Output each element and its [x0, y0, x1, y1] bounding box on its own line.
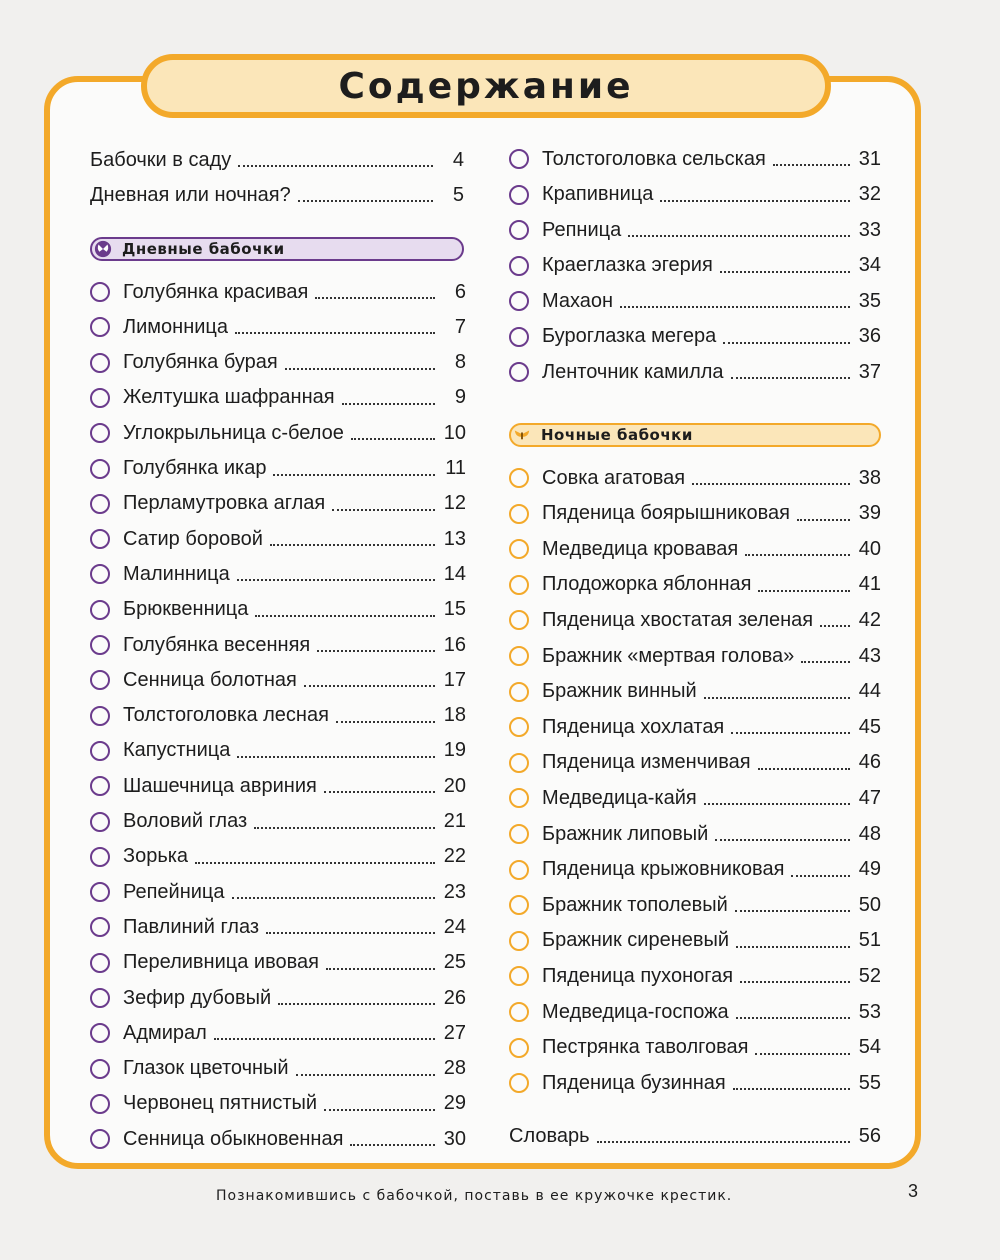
- checkbox-circle[interactable]: [509, 185, 529, 205]
- toc-entry[interactable]: [90, 983, 466, 1013]
- dot-leader: [232, 895, 435, 899]
- checkbox-circle[interactable]: [90, 706, 110, 726]
- dot-leader: [733, 1086, 850, 1090]
- entry-label: Медведица кровавая: [542, 537, 739, 560]
- entry-label: Воловий глаз: [123, 810, 248, 832]
- toc-entry[interactable]: [509, 605, 881, 635]
- entry-page-number: 6: [454, 280, 466, 303]
- toc-entry[interactable]: [90, 454, 466, 484]
- toc-entry[interactable]: [509, 641, 881, 671]
- toc-entry[interactable]: [509, 748, 881, 778]
- page-title: Содержание: [338, 65, 634, 107]
- day-section-label: Дневные бабочки: [122, 240, 285, 258]
- checkbox-circle[interactable]: [90, 282, 110, 302]
- checkbox-circle[interactable]: [90, 1023, 110, 1043]
- checkbox-circle[interactable]: [509, 895, 529, 915]
- checkbox-circle[interactable]: [90, 459, 110, 479]
- dot-leader: [324, 789, 435, 793]
- entry-page-number: 20: [443, 774, 466, 797]
- day-butterfly-icon: [94, 240, 112, 258]
- checkbox-circle[interactable]: [509, 646, 529, 666]
- dot-leader: [731, 375, 850, 379]
- dot-leader: [254, 825, 435, 829]
- right-column: [509, 0, 881, 1260]
- entry-page-number: 21: [443, 810, 466, 832]
- dot-leader: [715, 837, 850, 841]
- checkbox-circle[interactable]: [90, 917, 110, 937]
- toc-entry[interactable]: [90, 842, 466, 872]
- checkbox-circle[interactable]: [509, 753, 529, 773]
- dot-leader: [273, 472, 435, 476]
- toc-entry[interactable]: [509, 570, 881, 600]
- entry-label: Шашечница авриния: [123, 774, 317, 797]
- entry-page-number: 31: [858, 147, 881, 170]
- entry-page-number: 51: [858, 929, 881, 952]
- entry-page-number: 44: [858, 680, 881, 703]
- dot-leader: [736, 1015, 850, 1019]
- entry-label: Буроглазка мегера: [542, 325, 717, 347]
- dot-leader: [315, 295, 435, 299]
- entry-page-number: 38: [858, 466, 881, 489]
- toc-entry[interactable]: [90, 701, 466, 731]
- checkbox-circle[interactable]: [90, 388, 110, 408]
- entry-label: Бражник липовый: [542, 822, 709, 845]
- entry-page-number: 43: [858, 644, 881, 667]
- entry-label: Голубянка весенняя: [123, 633, 311, 656]
- entry-label: Крапивница: [542, 183, 654, 205]
- dot-leader: [237, 577, 435, 581]
- entry-page-number: 30: [443, 1127, 466, 1150]
- entry-label: Ленточник камилла: [542, 360, 724, 383]
- checkbox-circle[interactable]: [509, 931, 529, 951]
- entry-page-number: 42: [858, 608, 881, 631]
- entry-page-number: 47: [858, 786, 881, 809]
- entry-label: Медведица-кайя: [542, 786, 697, 809]
- toc-entry[interactable]: [509, 819, 881, 849]
- entry-page-number: 18: [443, 704, 466, 727]
- dot-leader: [255, 613, 435, 617]
- entry-label: Пяденица хохлатая: [542, 715, 725, 738]
- dot-leader: [214, 1036, 435, 1040]
- checkbox-circle[interactable]: [509, 149, 529, 169]
- entry-page-number: 49: [858, 858, 881, 881]
- entry-page-number: 25: [443, 951, 466, 974]
- entry-page-number: 34: [858, 254, 881, 276]
- dot-leader: [720, 269, 850, 273]
- night-section-label: Ночные бабочки: [541, 426, 693, 444]
- entry-page-number: 17: [443, 668, 466, 691]
- toc-entry[interactable]: [90, 1124, 466, 1154]
- entry-page-number: 26: [443, 986, 466, 1009]
- entry-page-number: 29: [443, 1092, 466, 1115]
- toc-entry[interactable]: [509, 783, 881, 813]
- entry-label: Пяденица пухоногая: [542, 964, 734, 987]
- dot-leader: [704, 801, 850, 805]
- toc-entry[interactable]: [509, 251, 881, 281]
- checkbox-circle[interactable]: [509, 327, 529, 347]
- dot-leader: [296, 1072, 435, 1076]
- entry-label: Голубянка икар: [123, 457, 267, 479]
- toc-entry[interactable]: [90, 771, 466, 801]
- toc-entry[interactable]: [90, 145, 464, 175]
- entry-page-number: 12: [443, 492, 466, 515]
- toc-entry[interactable]: [509, 997, 881, 1027]
- entry-label: Адмирал: [123, 1021, 207, 1044]
- entry-label: Толстоголовка сельская: [542, 147, 766, 170]
- toc-entry[interactable]: [90, 524, 466, 554]
- entry-label: Пяденица крыжовниковая: [542, 858, 785, 881]
- toc-entry[interactable]: [90, 489, 466, 519]
- entry-page-number: 16: [443, 633, 466, 656]
- toc-entry[interactable]: [90, 180, 464, 210]
- toc-entry[interactable]: [90, 418, 466, 448]
- toc-entry[interactable]: [509, 286, 881, 316]
- toc-entry[interactable]: [90, 1054, 466, 1084]
- toc-entry[interactable]: [90, 807, 466, 837]
- dot-leader: [755, 1051, 850, 1055]
- entry-page-number: 33: [858, 218, 881, 241]
- entry-label: Сатир боровой: [123, 527, 263, 550]
- entry-page-number: 27: [443, 1021, 466, 1044]
- toc-entry[interactable]: [90, 348, 466, 378]
- entry-page-number: 11: [445, 457, 466, 479]
- entry-page-number: 23: [443, 880, 466, 903]
- dot-leader: [195, 860, 435, 864]
- checkbox-circle[interactable]: [90, 741, 110, 761]
- dot-leader: [704, 695, 850, 699]
- entry-page-number: 8: [454, 351, 466, 374]
- entry-label: Желтушка шафранная: [123, 386, 335, 409]
- checkbox-circle[interactable]: [90, 988, 110, 1008]
- checkbox-circle[interactable]: [509, 256, 529, 276]
- checkbox-circle[interactable]: [90, 1059, 110, 1079]
- entry-label: Пяденица изменчивая: [542, 751, 751, 774]
- checkbox-circle[interactable]: [509, 504, 529, 524]
- dot-leader: [660, 198, 850, 202]
- entry-page-number: 52: [858, 964, 881, 987]
- entry-page-number: 7: [454, 315, 466, 338]
- dot-leader: [791, 873, 850, 877]
- entry-page-number: 53: [858, 1000, 881, 1023]
- dot-leader: [758, 766, 850, 770]
- checkbox-circle[interactable]: [90, 317, 110, 337]
- toc-entry[interactable]: [90, 912, 466, 942]
- checkbox-circle[interactable]: [509, 1073, 529, 1093]
- entry-label: Капустница: [123, 739, 231, 762]
- toc-entry[interactable]: [509, 890, 881, 920]
- checkbox-circle[interactable]: [509, 860, 529, 880]
- entry-page-number: 54: [858, 1036, 881, 1059]
- entry-page-number: 19: [443, 739, 466, 762]
- entry-label: Лимонница: [123, 315, 229, 338]
- entry-page-number: 24: [443, 915, 466, 938]
- entry-page-number: 48: [858, 822, 881, 845]
- toc-entry[interactable]: [90, 1089, 466, 1119]
- entry-label: Толстоголовка лесная: [123, 704, 329, 727]
- footer-instruction: Познакомившись с бабочкой, поставь в ее кружочке крестик.: [216, 1188, 733, 1204]
- checkbox-circle[interactable]: [90, 1129, 110, 1149]
- checkbox-circle[interactable]: [509, 966, 529, 986]
- entry-label: Пяденица хвостатая зеленая: [542, 608, 814, 631]
- checkbox-circle[interactable]: [90, 423, 110, 443]
- toc-entry[interactable]: [90, 559, 466, 589]
- entry-label: Зефир дубовый: [123, 986, 272, 1009]
- checkbox-circle[interactable]: [90, 635, 110, 655]
- entry-page-number: 50: [858, 893, 881, 916]
- checkbox-circle[interactable]: [90, 600, 110, 620]
- dot-leader: [758, 588, 850, 592]
- entry-page-number: 15: [443, 598, 466, 621]
- checkbox-circle[interactable]: [509, 1038, 529, 1058]
- entry-label: Бражник винный: [542, 680, 697, 703]
- checkbox-circle[interactable]: [90, 564, 110, 584]
- entry-label: Червонец пятнистый: [123, 1092, 318, 1115]
- dot-leader: [736, 944, 850, 948]
- toc-entry[interactable]: [90, 1018, 466, 1048]
- entry-label: Репница: [542, 218, 622, 241]
- dot-leader: [298, 198, 433, 202]
- checkbox-circle[interactable]: [509, 539, 529, 559]
- entry-page-number: 45: [858, 715, 881, 738]
- entry-page-number: 37: [858, 360, 881, 383]
- toc-entry[interactable]: [509, 534, 881, 564]
- night-section-header: [509, 423, 881, 447]
- dot-leader: [270, 542, 435, 546]
- checkbox-circle[interactable]: [509, 575, 529, 595]
- dot-leader: [628, 233, 850, 237]
- dot-leader: [620, 304, 850, 308]
- entry-page-number: 14: [443, 562, 466, 585]
- dot-leader: [350, 1142, 435, 1146]
- toc-entry[interactable]: [90, 277, 466, 307]
- entry-page-number: 39: [858, 502, 881, 525]
- entry-label: Бражник тополевый: [542, 893, 728, 916]
- entry-label: Голубянка бурая: [123, 351, 278, 374]
- toc-entry[interactable]: [509, 180, 881, 210]
- entry-label: Углокрыльница с-белое: [123, 421, 344, 444]
- dot-leader: [304, 683, 435, 687]
- checkbox-circle[interactable]: [509, 220, 529, 240]
- entry-label: Перламутровка аглая: [123, 492, 326, 515]
- entry-label: Краеглазка эгерия: [542, 254, 713, 276]
- dot-leader: [285, 366, 435, 370]
- toc-entry[interactable]: [509, 926, 881, 956]
- checkbox-circle[interactable]: [90, 776, 110, 796]
- entry-page-number: 9: [454, 386, 466, 409]
- checkbox-circle[interactable]: [90, 494, 110, 514]
- entry-label: Дневная или ночная?: [90, 183, 291, 206]
- toc-entry[interactable]: [90, 948, 466, 978]
- entry-label: Бражник «мертвая голова»: [542, 644, 795, 667]
- left-column: [90, 0, 466, 1260]
- entry-page-number: 4: [452, 148, 464, 171]
- dot-leader: [820, 623, 850, 627]
- checkbox-circle[interactable]: [509, 824, 529, 844]
- toc-entry[interactable]: [509, 357, 881, 387]
- entry-label: Плодожорка яблонная: [542, 573, 752, 596]
- checkbox-circle[interactable]: [509, 682, 529, 702]
- entry-label: Бабочки в саду: [90, 148, 232, 171]
- entry-label: Пяденица бузинная: [542, 1071, 726, 1094]
- entry-page-number: 40: [858, 537, 881, 560]
- entry-label: Пестрянка таволговая: [542, 1036, 749, 1059]
- entry-label: Сенница болотная: [123, 668, 297, 691]
- checkbox-circle[interactable]: [90, 1094, 110, 1114]
- dot-leader: [692, 481, 850, 485]
- dot-leader: [797, 517, 850, 521]
- checkbox-circle[interactable]: [509, 610, 529, 630]
- entry-label: Бражник сиреневый: [542, 929, 730, 952]
- entry-label: Сенница обыкновенная: [123, 1127, 344, 1150]
- toc-entry[interactable]: [90, 312, 466, 342]
- entry-page-number: 13: [443, 527, 466, 550]
- checkbox-circle[interactable]: [90, 882, 110, 902]
- dot-leader: [731, 730, 850, 734]
- toc-entry[interactable]: [509, 1033, 881, 1063]
- toc-entry[interactable]: [509, 677, 881, 707]
- entry-label: Глазок цветочный: [123, 1057, 289, 1080]
- entry-page-number: 41: [858, 573, 881, 596]
- dot-leader: [237, 754, 435, 758]
- checkbox-circle[interactable]: [90, 670, 110, 690]
- entry-label: Словарь: [509, 1124, 590, 1147]
- toc-entry[interactable]: [509, 855, 881, 885]
- toc-entry[interactable]: [509, 322, 881, 352]
- entry-label: Зорька: [123, 845, 189, 868]
- moth-icon: [513, 426, 531, 444]
- checkbox-circle[interactable]: [90, 953, 110, 973]
- entry-page-number: 35: [858, 289, 881, 312]
- entry-page-number: 55: [858, 1071, 881, 1094]
- dot-leader: [324, 1107, 435, 1111]
- checkbox-circle[interactable]: [90, 847, 110, 867]
- checkbox-circle[interactable]: [90, 353, 110, 373]
- checkbox-circle[interactable]: [509, 1002, 529, 1022]
- entry-label: Малинница: [123, 562, 230, 585]
- entry-page-number: 10: [443, 421, 466, 444]
- day-section-header: [90, 237, 464, 261]
- entry-page-number: 28: [443, 1057, 466, 1080]
- entry-label: Совка агатовая: [542, 466, 686, 489]
- toc-entry[interactable]: [509, 215, 881, 245]
- dot-leader: [238, 163, 433, 167]
- dot-leader: [317, 648, 435, 652]
- entry-page-number: 32: [858, 183, 881, 205]
- toc-entry[interactable]: [90, 630, 466, 660]
- dot-leader: [597, 1139, 850, 1143]
- checkbox-circle[interactable]: [90, 529, 110, 549]
- checkbox-circle[interactable]: [509, 788, 529, 808]
- dot-leader: [278, 1001, 435, 1005]
- entry-page-number: 36: [858, 325, 881, 347]
- dot-leader: [332, 507, 435, 511]
- dot-leader: [266, 930, 435, 934]
- dot-leader: [773, 162, 850, 166]
- toc-entry[interactable]: [509, 961, 881, 991]
- checkbox-circle[interactable]: [509, 468, 529, 488]
- entry-label: Махаон: [542, 289, 614, 312]
- dot-leader: [351, 436, 435, 440]
- checkbox-circle[interactable]: [90, 812, 110, 832]
- entry-label: Пяденица боярышниковая: [542, 502, 790, 525]
- entry-label: Брюквенница: [123, 598, 249, 621]
- toc-entry[interactable]: [509, 499, 881, 529]
- dot-leader: [735, 908, 850, 912]
- toc-entry[interactable]: [509, 463, 881, 493]
- entry-page-number: 22: [443, 845, 466, 868]
- dot-leader: [235, 330, 435, 334]
- toc-entry[interactable]: [90, 736, 466, 766]
- entry-label: Переливница ивовая: [123, 951, 319, 974]
- toc-entry[interactable]: [509, 712, 881, 742]
- toc-entry[interactable]: [509, 1068, 881, 1098]
- toc-entry[interactable]: [509, 1121, 881, 1151]
- dot-leader: [801, 659, 850, 663]
- checkbox-circle[interactable]: [509, 291, 529, 311]
- toc-entry[interactable]: [90, 877, 466, 907]
- dot-leader: [326, 966, 435, 970]
- entry-label: Медведица-госпожа: [542, 1000, 729, 1023]
- entry-page-number: 56: [858, 1124, 881, 1147]
- dot-leader: [740, 979, 850, 983]
- page-number: 3: [908, 1181, 919, 1201]
- toc-entry[interactable]: [509, 144, 881, 174]
- dot-leader: [723, 340, 850, 344]
- entry-label: Голубянка красивая: [123, 280, 309, 303]
- dot-leader: [342, 401, 435, 405]
- dot-leader: [745, 552, 850, 556]
- entry-page-number: 46: [858, 751, 881, 774]
- entry-page-number: 5: [452, 183, 464, 206]
- dot-leader: [336, 719, 435, 723]
- checkbox-circle[interactable]: [509, 362, 529, 382]
- checkbox-circle[interactable]: [509, 717, 529, 737]
- toc-entry[interactable]: [90, 383, 466, 413]
- entry-label: Репейница: [123, 880, 225, 903]
- entry-label: Павлиний глаз: [123, 915, 260, 938]
- toc-entry[interactable]: [90, 595, 466, 625]
- toc-entry[interactable]: [90, 665, 466, 695]
